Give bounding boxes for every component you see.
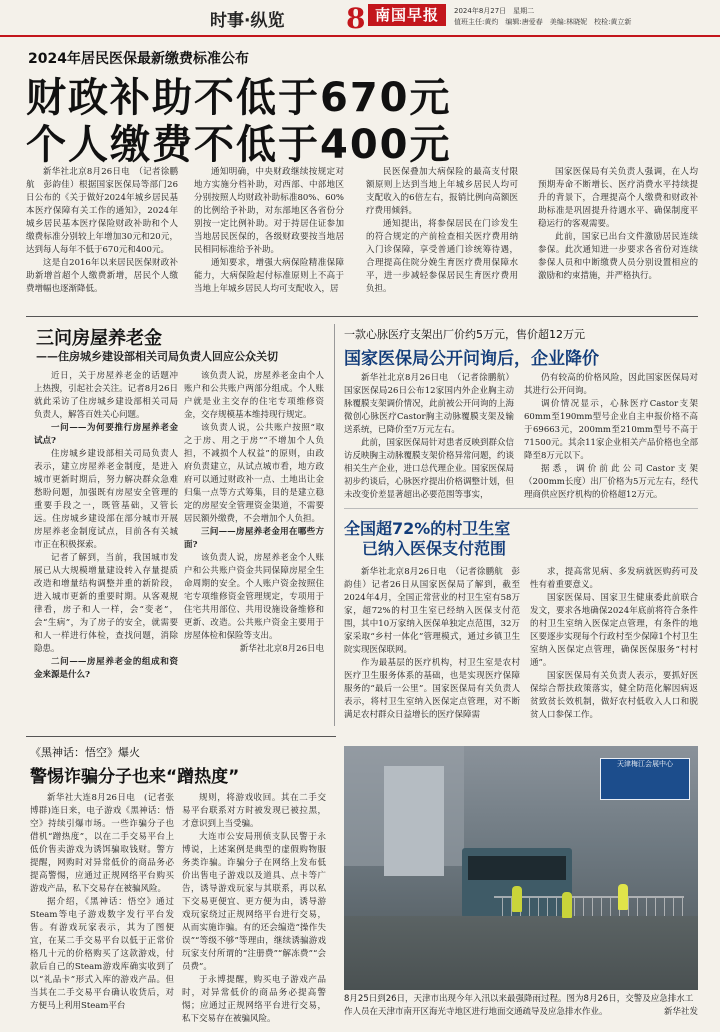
officer-figure (562, 892, 572, 918)
date-line: 2024年8月27日 星期二 (454, 7, 535, 15)
paragraph: 该负责人说，房屋养老金个人账户和公共账户资金共同保障房屋全生命周期的安全。个人账户资金按照住宅专项维修资金管理规定，专项用于住宅共用部位、共用设施设备维修和更新、改造。公共账户资金主要用于房屋体检和保险等支出。 (184, 553, 324, 641)
caption-text: 8月25日到26日，天津市出现今年入汛以来最强降雨过程。图为8月26日，交警及应急排水工作人员在天津市南开区海光寺地区进行地面交通疏导及应急排水作业。 (344, 994, 694, 1017)
lead-column-2 (194, 166, 344, 296)
rural-headline-1: 全国超72%的村卫生室 (344, 519, 511, 538)
paragraph: 求，提高常见病、多发病就医购药可及性有着重要意义。 (530, 567, 698, 590)
paragraph: 通知要求，增强大病保险精准保障能力，大病保险起付标准原则上不高于当地上年城乡居民人均可支配收入，居 (194, 258, 344, 294)
heart-headline: 国家医保局公开问询后，企业降价 (344, 349, 599, 369)
rural-headline-2: 已纳入医保支付范围 (362, 539, 507, 558)
paragraph: 国家医保局、国家卫生健康委此前联合发文，要求各地确保2024年底前将符合条件的村卫生室纳入医保定点管理，有条件的地区要逐步实现每个行政村至少保障1个村卫生室纳入医保定点管理，确保医保服务“村村通”。 (530, 593, 698, 668)
section-divider (344, 508, 698, 509)
lead-headline-1: 财政补助不低于670元 (26, 75, 452, 121)
header-rule (0, 35, 720, 37)
photo-credit: 新华社发 (663, 1007, 698, 1017)
lead-column-3 (366, 166, 518, 296)
lead-headline-2: 个人缴费不低于400元 (26, 122, 452, 168)
paragraph: 大连市公安局刑侦支队民警于永博说，上述案例是典型的虚假购物服务类诈骗。诈骗分子在网络上发布低价出售电子游戏以及道具、点卡等广告，诱导游戏玩家与其联系，再以私下交易更便宜、更方便为由，诱导游戏玩家绕过正规网络平台进行交易，从而实施诈骗。有的还会编造“操作失误”“等级不够”等理由，继续诱骗游戏玩家支付所谓的“注册费”“解冻费”“会员费”。 (182, 832, 326, 972)
flood-water (344, 916, 698, 990)
paragraph: 该负责人说，公共账户按照“取之于房、用之于房”“不增加个人负担，不减损个人权益”的原则，由政府负责建立，从试点城市看，地方政府可以通过财政补一点、土地出让金归集一点等方式筹集，目的是建立稳定的房屋安全管理资金渠道，不需要居民额外缴费，不会增加个人负担。 (184, 423, 324, 524)
game-headline: 警惕诈骗分子也来“蹭热度” (30, 767, 240, 787)
bus-window (468, 856, 566, 880)
question-heading: 二问——房屋养老金的组成和资金来源是什么? (34, 657, 178, 680)
rural-column-2 (530, 566, 698, 722)
road-sign (600, 758, 690, 800)
housing-subhead: ——住房城乡建设部相关司局负责人回应公众关切 (36, 350, 278, 363)
officer-figure (618, 884, 628, 910)
game-kicker: 《黑神话：悟空》爆火 (30, 746, 140, 759)
issue-meta (454, 6, 631, 28)
section-divider (26, 736, 336, 737)
column-divider (334, 324, 335, 726)
lead-column-1 (26, 166, 178, 296)
question-heading: 三问——房屋养老金用在哪些方面? (184, 527, 324, 550)
housing-column-1 (34, 370, 178, 682)
paragraph: 该负责人说，房屋养老金由个人账户和公共账户两部分组成。个人账户就是业主交存的住宅专项维修资金，交存规模基本维持现行规定。 (184, 371, 324, 420)
newspaper-logo: 南国早报 (368, 4, 446, 26)
lead-column-4 (538, 166, 698, 283)
paragraph: 此前，国家医保局针对患者反映到群众信访反映胸主动脉覆膜支架价格异常问题，约谈相关生产企业，进口总代理企业。国家医保局初步约谈后，心脉医疗提出价格调整计划，但未改变价差显著超出必要范围等事实， (344, 438, 515, 500)
paragraph: 此前，国家已出台文件激励居民连续参保。此次通知进一步要求各省份对连续参保人员和中断缴费人员分别设置相应的激励和约束措施，并严格执行。 (538, 232, 698, 281)
building (384, 766, 444, 876)
flood-photo (344, 746, 698, 990)
paragraph: 新华社北京8月26日电 （记者徐鹏航）国家医保局26日公布12家国内外企业胸主动脉覆膜支架调价情况，此前被公开问询的上海微创心脉医疗Castor胸主动脉覆膜支架及输送系统，已降价至7万元左右。 (344, 373, 515, 435)
paragraph: 住房城乡建设部相关司局负责人表示，建立房屋养老金制度，是进入城市更新时期后，努力解决群众急难愁盼问题，加强既有房屋安全管理的重要手段之一，既管基础，又管长远。住房城乡建设部在部分城市开展房屋养老金制度试点，目前各有关城市正在积极探索。 (34, 449, 178, 550)
paragraph: 于永博提醒，购买电子游戏产品时，对异常低价的商品务必提高警惕；应通过正规网络平台进行交易，私下交易存在被骗风险。 (182, 975, 326, 1024)
paragraph: 近日，关于房屋养老金的话题冲上热搜，引起社会关注。记者8月26日就此采访了住房城乡建设部相关司局负责人，解答百姓关心问题。 (34, 371, 178, 420)
page-number: 8 (346, 2, 366, 35)
housing-column-2 (184, 370, 324, 656)
game-column-1 (30, 792, 174, 1013)
paragraph: 国家医保局有关负责人表示，要抓好医保综合帮扶政策落实，健全防范化解因病返贫致贫长效机制，做好农村低收入人口和脱贫人口参保工作。 (530, 671, 698, 720)
rural-column-1 (344, 566, 520, 722)
paragraph: 通知明确，中央财政继续按规定对地方实施分档补助，对西部、中部地区分别按照人均财政补助标准80%、60%的比例给予补助，对东部地区各省份分别按一定比例补助。对于持居住证参加当地居民医保的，各级财政要按当地居民相同标准给予补助。 (194, 167, 344, 255)
heart-column-2 (524, 372, 698, 502)
dateline: 新华社北京8月26日电 (239, 644, 324, 654)
paragraph: 这是自2016年以来居民医保财政补助新增首超个人缴费新增，居民个人缴费增幅也逐渐降低。 (26, 258, 178, 294)
paragraph: 新华社北京8月26日电 （记者徐鹏航 彭韵佳）根据国家医保局等部门26日公布的《关于做好2024年城乡居民基本医疗保障有关工作的通知》，2024年城乡居民基本医疗保险财政补助和个人缴费标准分别较上年增加30元和20元，达到每人每年不低于670元和400元。 (26, 167, 178, 255)
paragraph: 民医保叠加大病保险的最高支付限额原则上达到当地上年城乡居民人均可支配收入的6倍左右，报销比例向高额医疗费用倾斜。 (366, 167, 518, 216)
photo-caption (344, 993, 698, 1019)
staff-line: 值班主任:黄灼 编辑:唐爱春 美编:林晓妮 校检:黄立新 (454, 18, 632, 26)
officer-figure (512, 886, 522, 912)
heart-column-1 (344, 372, 514, 502)
housing-headline: 三问房屋养老金 (36, 328, 162, 349)
lead-kicker: 2024年居民医保最新缴费标准公布 (28, 51, 249, 67)
heart-kicker: 一款心脉医疗支架出厂价约5万元，售价超12万元 (344, 328, 585, 341)
section-label: 时事·纵览 (210, 11, 285, 31)
paragraph: 仍有较高的价格风险，因此国家医保局对其进行公开问询。 (524, 373, 698, 396)
paragraph: 规则，将游戏收回。其在二手交易平台联系对方时被发现已被拉黑，才意识到上当受骗。 (182, 793, 326, 829)
paragraph: 记者了解到，当前，我国城市发展已从大规模增量建设转入存量提质改造和增量结构调整并重的新阶段，进入城市更新的重要时期。从客观规律看，房子和人一样，会“变老”，会“生病”，为了房子的安全，就需要和人一样进行体检，查找问题，消除隐患。 (34, 553, 178, 654)
paragraph: 新华社大连8月26日电 (记者张博群)连日来，电子游戏《黑神话：悟空》持续引爆市场。一些诈骗分子也借机“蹭热度”，以在二手交易平台上低价售卖游戏为诱饵骗取钱财。警方提醒，网购时对异常低价的商品务必提高警惕，应通过正规网络平台购买游戏产品，私下交易存在被骗风险。 (30, 793, 174, 894)
paragraph: 据悉，调价前此公司Castor支架（200mm长度）出厂价格为5万元左右，经代理商供应医疗机构的价格超12万元。 (524, 464, 698, 500)
paragraph: 据介绍，《黑神话：悟空》通过Steam等电子游戏数字发行平台发售。有游戏玩家表示，其为了图便宜，在某二手交易平台以低于正常价格几十元的价格购买了这款游戏，付款后自己的Steam游戏库确实收到了以“礼品卡”形式入库的游戏产品。但当其在二手交易平台确认收货后，对方便马上利用Steam平台 (30, 897, 174, 1011)
paragraph: 新华社北京8月26日电 （记者徐鹏航 彭韵佳）记者26日从国家医保局了解到，截至2024年4月，全国正常营业的村卫生室有58万家，超72%的村卫生室已经纳入医保支付范围，其中10万家纳入医保单独定点范围，32万家采取“乡村一体化”管理模式，通过乡镇卫生院实现医保联网。 (344, 567, 520, 655)
section-divider (26, 316, 698, 317)
game-column-2 (182, 792, 326, 1026)
paragraph: 国家医保局有关负责人强调，在人均预期寿命不断增长、医疗消费水平持续提升的背景下，合理提高个人缴费和财政补助标准是巩固提升待遇水平、确保制度平稳运行的客观需要。 (538, 167, 698, 229)
question-heading: 一问——为何要推行房屋养老金试点? (34, 423, 178, 446)
paragraph: 调价情况显示，心脉医疗Castor支架60mm至190mm型号企业自主申报价格不高于69663元，200mm至210mm型号不高于71500元。其余11家企业相关产品价格也全部降至8万元以下。 (524, 399, 698, 461)
road-sign-text: 天津梅江会展中心 (617, 760, 673, 768)
paragraph: 作为最基层的医疗机构，村卫生室是农村医疗卫生服务体系的基础，也是实现医疗保障服务的“最后一公里”。国家医保局有关负责人表示，将村卫生室纳入医保定点管理，对不断满足农村群众日益增长的医疗保障需 (344, 658, 520, 720)
paragraph: 通知提出，将参保居民在门诊发生的符合规定的产前检查相关医疗费用纳入门诊保障，享受普通门诊统筹待遇，合理提高住院分娩生育医疗费用保障水平，进一步减轻参保居民生育医疗费用负担。 (366, 219, 518, 294)
